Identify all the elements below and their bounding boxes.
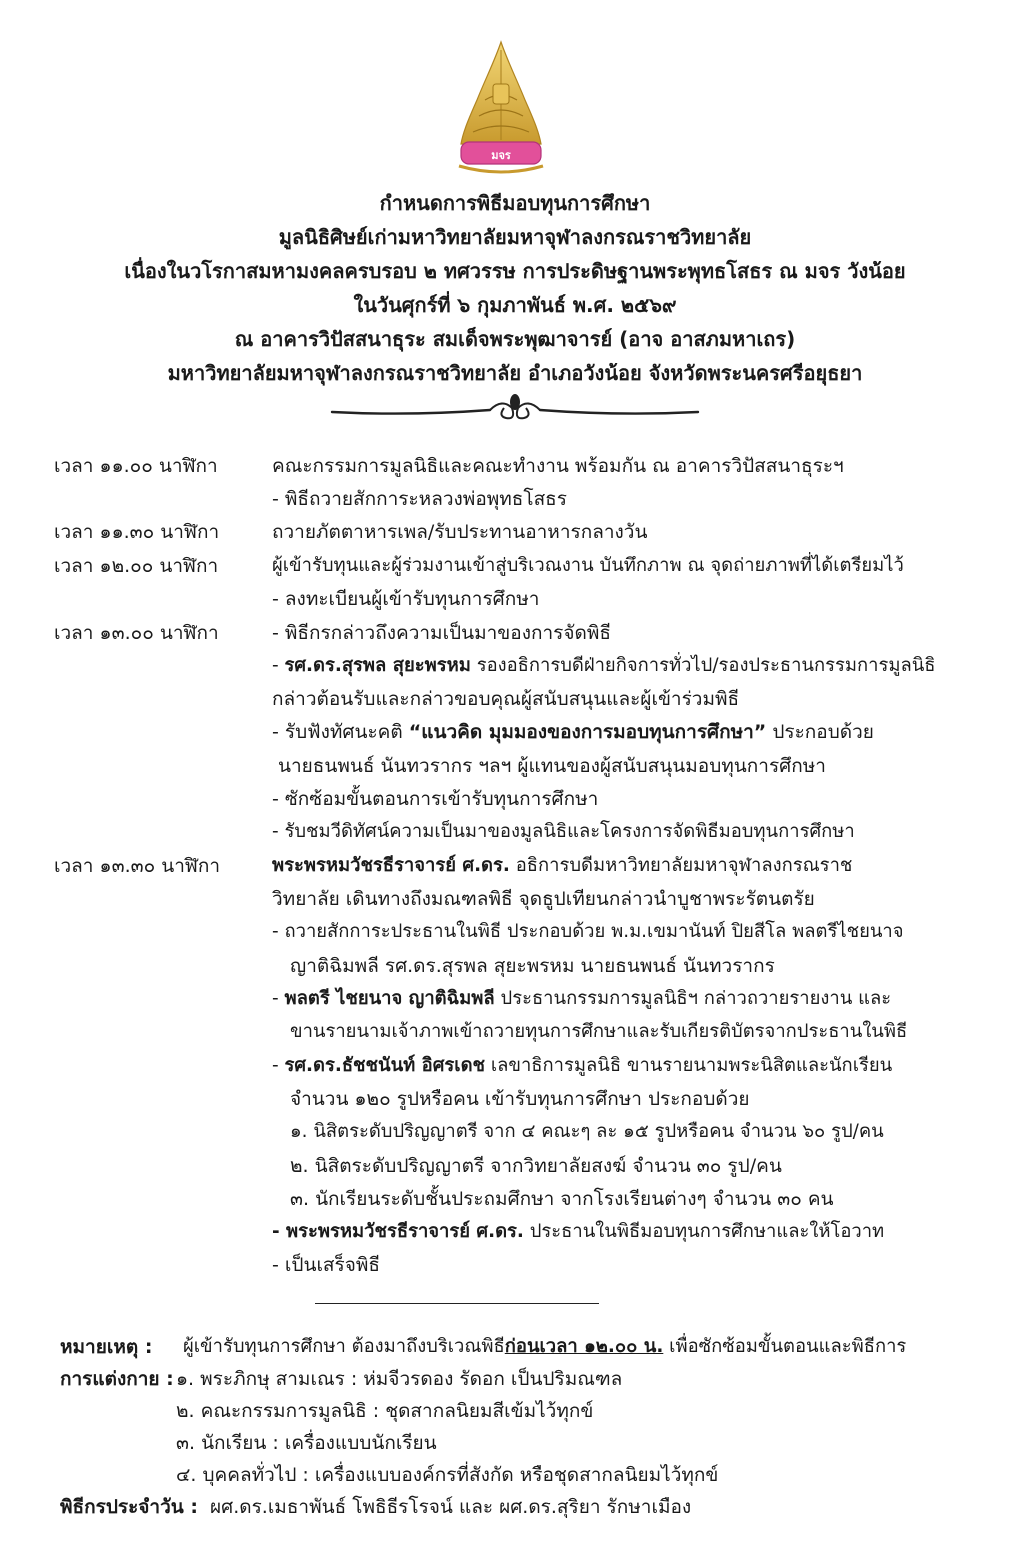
title-line-1: กำหนดการพิธีมอบทุนการศึกษา (379, 191, 651, 215)
mc-label: พิธีกรประจำวัน : (60, 1496, 198, 1518)
separator-line (315, 1303, 599, 1304)
arrival-deadline: ก่อนเวลา ๑๒.๐๐ น. (504, 1336, 664, 1357)
schedule-line: จำนวน ๑๒๐ รูปหรือคน เข้ารับทุนการศึกษา ประกอบด้วย (290, 1088, 750, 1110)
title-line-4: ในวันศุกร์ที่ ๖ กุมภาพันธ์ พ.ศ. ๒๕๖๙ (353, 293, 677, 317)
schedule-text: เลขาธิการมูลนิธิ ขานรายนามพระนิสิตและนักเรียน (485, 1055, 893, 1076)
ornament-divider (330, 390, 700, 430)
schedule-text: ประกอบด้วย (766, 721, 874, 743)
schedule-line (272, 719, 874, 745)
note-label: หมายเหตุ : (60, 1336, 153, 1358)
schedule-line: ถวายภัตตาหารเพล/รับประทานอาหารกลางวัน (272, 521, 648, 543)
dress-code-label: การแต่งกาย : (60, 1368, 174, 1390)
schedule-line: - ลงทะเบียนผู้เข้ารับทุนการศึกษา (272, 588, 540, 610)
time-1100: เวลา ๑๑.๐๐ นาฬิกา (54, 455, 218, 477)
note-pre: ผู้เข้ารับทุนการศึกษา ต้องมาถึงบริเวณพิธี (183, 1336, 505, 1357)
schedule-line: ผู้เข้ารับทุนและผู้ร่วมงานเข้าสู่บริเวณงาน บันทึกภาพ ณ จุดถ่ายภาพที่ได้เตรียมไว้ (272, 555, 904, 576)
schedule-line: - พิธีถวายสักการะหลวงพ่อพุทธโสธร (272, 488, 567, 510)
note-text (183, 1334, 906, 1360)
schedule-line: - ซักซ้อมขั้นตอนการเข้ารับทุนการศึกษา (272, 788, 599, 810)
dress-code-item: ๑. พระภิกษุ สามเณร : ห่มจีวรดอง รัดอก เป็นปริมณฑล (176, 1368, 623, 1390)
schedule-text: ประธานในพิธีมอบทุนการศึกษาและให้โอวาท (523, 1221, 885, 1242)
mc-names: ผศ.ดร.เมธาพันธ์ โพธิธีรโรจน์ และ ผศ.ดร.สุริยา รักษาเมือง (210, 1496, 692, 1518)
bullet-dash: - (272, 655, 285, 676)
schedule-line: ญาติฉิมพลี รศ.ดร.สุรพล สุยะพรหม นายธนพนธ์ นันทวรากร (290, 955, 775, 977)
title-line-6: มหาวิทยาลัยมหาจุฬาลงกรณราชวิทยาลัย อำเภอวังน้อย จังหวัดพระนครศรีอยุธยา (167, 361, 863, 385)
schedule-line (272, 653, 936, 679)
list-item: ๓. นักเรียนระดับชั้นประถมศึกษา จากโรงเรียนต่างๆ จำนวน ๓๐ คน (290, 1188, 834, 1210)
schedule-text: - รับฟังทัศนะคติ (272, 721, 409, 743)
title-line-2: มูลนิธิศิษย์เก่ามหาวิทยาลัยมหาจุฬาลงกรณราชวิทยาลัย (278, 225, 752, 249)
schedule-line: คณะกรรมการมูลนิธิและคณะทำงาน พร้อมกัน ณ อาคารวิปัสสนาธุระฯ (272, 455, 844, 477)
speaker-name: รศ.ดร.สุรพล สุยะพรหม (284, 655, 471, 676)
note-post: เพื่อซักซ้อมขั้นตอนและพิธีการ (663, 1336, 907, 1357)
schedule-text: อธิการบดีมหาวิทยาลัยมหาจุฬาลงกรณราช (509, 855, 853, 876)
time-1330: เวลา ๑๓.๓๐ นาฬิกา (54, 855, 221, 877)
time-1200: เวลา ๑๒.๐๐ นาฬิกา (54, 555, 219, 577)
university-emblem-logo (455, 40, 547, 176)
title-line-5: ณ อาคารวิปัสสนาธุระ สมเด็จพระพุฒาจารย์ (อาจ อาสภมหาเถร) (234, 327, 796, 351)
schedule-line: ขานรายนามเจ้าภาพเข้าถวายทุนการศึกษาและรับเกียรติบัตรจากประธานในพิธี (290, 1021, 908, 1042)
dress-code-item: ๓. นักเรียน : เครื่องแบบนักเรียน (176, 1432, 437, 1454)
president-name: - พระพรหมวัชรธีราจารย์ ศ.ดร. (272, 1221, 524, 1242)
list-item: ๑. นิสิตระดับปริญญาตรี จาก ๔ คณะๆ ละ ๑๕ รูปหรือคน จำนวน ๖๐ รูป/คน (290, 1121, 884, 1142)
schedule-line (272, 853, 852, 879)
schedule-line: นายธนพนธ์ นันทวรากร ฯลฯ ผู้แทนของผู้สนับสนุนมอบทุนการศึกษา (278, 755, 826, 777)
talk-title: “แนวคิด มุมมองของการมอบทุนการศึกษา” (408, 721, 767, 743)
bullet-dash: - (272, 1055, 285, 1076)
title-line-3: เนื่องในวโรกาสมหามงคลครบรอบ ๒ ทศวรรษ การประดิษฐานพระพุทธโสธร ณ มจร วังน้อย (124, 259, 906, 283)
schedule-line (272, 986, 891, 1012)
schedule-line: - รับชมวีดิทัศน์ความเป็นมาของมูลนิธิและโครงการจัดพิธีมอบทุนการศึกษา (272, 821, 855, 842)
schedule-line: วิทยาลัย เดินทางถึงมณฑลพิธี จุดธูปเทียนกล่าวนำบูชาพระรัตนตรัย (272, 888, 815, 910)
list-item: ๒. นิสิตระดับปริญญาตรี จากวิทยาลัยสงฆ์ จำนวน ๓๐ รูป/คน (290, 1155, 782, 1177)
secretary-name: รศ.ดร.ธัชชนันท์ อิศรเดช (284, 1055, 485, 1076)
chairman-name: พลตรี ไชยนาจ ญาติฉิมพลี (284, 988, 495, 1009)
time-1300: เวลา ๑๓.๐๐ นาฬิกา (54, 622, 219, 644)
bullet-dash: - (272, 988, 285, 1009)
logo-text: มจร (491, 149, 511, 162)
schedule-line: - เป็นเสร็จพิธี (272, 1254, 380, 1276)
time-1130: เวลา ๑๑.๓๐ นาฬิกา (54, 521, 220, 543)
schedule-line: - พิธีกรกล่าวถึงความเป็นมาของการจัดพิธี (272, 622, 611, 644)
schedule-text: ประธานกรรมการมูลนิธิฯ กล่าวถวายรายงาน และ (494, 988, 892, 1009)
president-name: พระพรหมวัชรธีราจารย์ ศ.ดร. (272, 855, 510, 876)
dress-code-item: ๔. บุคคลทั่วไป : เครื่องแบบองค์กรที่สังกัด หรือชุดสากลนิยมไว้ทุกข์ (176, 1464, 719, 1486)
schedule-line: - ถวายสักการะประธานในพิธี ประกอบด้วย พ.ม.เขมานันท์ ปิยสีโล พลตรีไชยนาจ (272, 921, 904, 942)
document-title-block (0, 186, 1030, 390)
schedule-line (272, 1219, 884, 1245)
dress-code-item: ๒. คณะกรรมการมูลนิธิ : ชุดสากลนิยมสีเข้มไว้ทุกข์ (176, 1400, 594, 1422)
speaker-role: รองอธิการบดีฝ่ายกิจการทั่วไป/รองประธานกรรมการมูลนิธิ (470, 655, 936, 676)
schedule-line: กล่าวต้อนรับและกล่าวขอบคุณผู้สนับสนุนและผู้เข้าร่วมพิธี (272, 688, 740, 710)
schedule-line (272, 1053, 892, 1079)
